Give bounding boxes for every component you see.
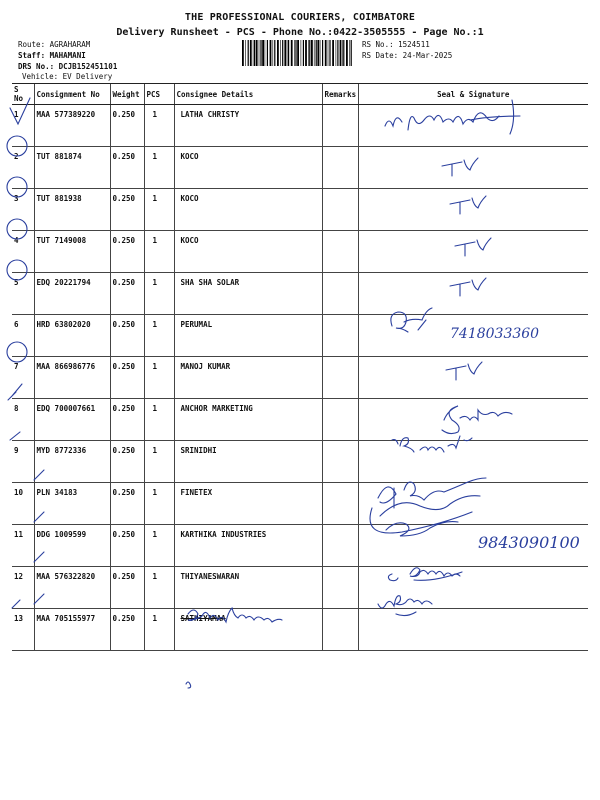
row-consignment-no: DDG 1009599 [34,525,110,567]
row-sno: 10 [12,483,34,525]
row-sno: 12 [12,567,34,609]
row-seal-signature [358,483,588,525]
row-consignee: PERUMAL [174,315,322,357]
row-seal-signature [358,273,588,315]
row-consignment-no: PLN 34183 [34,483,110,525]
row-consignment-no: EDQ 700007661 [34,399,110,441]
row-consignment-no: TUT 7149008 [34,231,110,273]
col-header-pcs: PCS [144,84,174,105]
row-consignee: KOCO [174,231,322,273]
row-remarks [322,483,358,525]
row-consignee: KOCO [174,147,322,189]
row-weight: 0.250 [110,525,144,567]
row-consignment-no: MAA 866986776 [34,357,110,399]
col-header-seal-signature: Seal & Signature [358,84,588,105]
rs-date: RS Date: 24-Mar-2025 [362,51,453,60]
row-pcs: 1 [144,105,174,147]
row-weight: 0.250 [110,483,144,525]
row-pcs: 1 [144,357,174,399]
row-weight: 0.250 [110,567,144,609]
row-pcs: 1 [144,441,174,483]
row-sno: 8 [12,399,34,441]
row-remarks [322,231,358,273]
barcode-icon [242,40,352,66]
table-row [12,399,588,441]
row-pcs: 1 [144,609,174,651]
vehicle-label: Vehicle: EV Delivery [22,72,113,81]
row-seal-signature [358,399,588,441]
row-consignee: FINETEX [174,483,322,525]
row-remarks [322,525,358,567]
drs-number: DRS No.: DCJB152451101 [18,62,118,71]
row-weight: 0.250 [110,147,144,189]
row-seal-signature [358,105,588,147]
row-remarks [322,315,358,357]
row-remarks [322,441,358,483]
row-consignee: KOCO [174,189,322,231]
row-sno: 5 [12,273,34,315]
row-sno: 13 [12,609,34,651]
row-consignment-no: MAA 577389220 [34,105,110,147]
row-weight: 0.250 [110,105,144,147]
row-consignee: SATHIYAMAA [174,609,322,651]
row-consignee: THIYANESWARAN [174,567,322,609]
row-remarks [322,147,358,189]
col-header-remarks: Remarks [322,84,358,105]
row-consignment-no: TUT 881874 [34,147,110,189]
row-pcs: 1 [144,567,174,609]
row-consignment-no: TUT 881938 [34,189,110,231]
route-label: Route: AGRAHARAM [18,40,91,49]
row-weight: 0.250 [110,315,144,357]
rs-number: RS No.: 1524511 [362,40,430,49]
row-consignment-no: MAA 576322820 [34,567,110,609]
row-consignment-no: HRD 63802020 [34,315,110,357]
delivery-table [12,83,588,651]
row-seal-signature [358,189,588,231]
row-weight: 0.250 [110,189,144,231]
table-row [12,567,588,609]
row-weight: 0.250 [110,399,144,441]
table-row [12,441,588,483]
row-pcs: 1 [144,483,174,525]
stray-mark [186,682,191,688]
row-consignee: KARTHIKA INDUSTRIES [174,525,322,567]
row-seal-signature [358,441,588,483]
row-consignee: SHA SHA SOLAR [174,273,322,315]
table-header-row [12,84,588,105]
row-remarks [322,273,358,315]
row-weight: 0.250 [110,231,144,273]
table-row [12,189,588,231]
table-row [12,525,588,567]
phone-row-6: 7418033360 [450,326,540,342]
row-sno: 1 [12,105,34,147]
row-seal-signature [358,525,588,567]
row-pcs: 1 [144,399,174,441]
row-pcs: 1 [144,147,174,189]
row-remarks [322,567,358,609]
row-consignment-no: MYD 8772336 [34,441,110,483]
row-seal-signature [358,315,588,357]
row-sno: 4 [12,231,34,273]
table-row [12,273,588,315]
row-consignment-no: EDQ 20221794 [34,273,110,315]
runsheet-subtitle: Delivery Runsheet - PCS - Phone No.:0422-3505555 - Page No.:1 [116,27,484,38]
row-consignment-no: MAA 705155977 [34,609,110,651]
row-pcs: 1 [144,273,174,315]
table-row [12,231,588,273]
row-weight: 0.250 [110,441,144,483]
row-pcs: 1 [144,189,174,231]
table-row [12,315,588,357]
col-header-consignee: Consignee Details [174,84,322,105]
row-weight: 0.250 [110,273,144,315]
row-seal-signature [358,609,588,651]
col-header-consignment: Consignment No [34,84,110,105]
row-pcs: 1 [144,231,174,273]
row-weight: 0.250 [110,609,144,651]
phone-row-11: 9843090100 [478,533,580,552]
row-seal-signature [358,147,588,189]
row-sno: 2 [12,147,34,189]
row-sno: 7 [12,357,34,399]
company-title: THE PROFESSIONAL COURIERS, COIMBATORE [184,12,416,23]
row-pcs: 1 [144,525,174,567]
col-header-sno: S No [12,84,34,105]
table-row [12,147,588,189]
col-header-weight: Weight [110,84,144,105]
table-row [12,105,588,147]
staff-label: Staff: MAHAMANI [18,51,86,60]
table-row [12,483,588,525]
row-sno: 6 [12,315,34,357]
row-sno: 9 [12,441,34,483]
row-remarks [322,357,358,399]
row-sno: 3 [12,189,34,231]
row-consignee: LATHA CHRISTY [174,105,322,147]
row-consignee: SRINIDHI [174,441,322,483]
row-seal-signature [358,357,588,399]
row-sno: 11 [12,525,34,567]
row-weight: 0.250 [110,357,144,399]
row-seal-signature [358,231,588,273]
table-row [12,357,588,399]
row-remarks [322,105,358,147]
row-pcs: 1 [144,315,174,357]
row-remarks [322,399,358,441]
table-row [12,609,588,651]
row-remarks [322,189,358,231]
row-seal-signature [358,567,588,609]
row-consignee: ANCHOR MARKETING [174,399,322,441]
row-consignee: MANOJ KUMAR [174,357,322,399]
row-remarks [322,609,358,651]
